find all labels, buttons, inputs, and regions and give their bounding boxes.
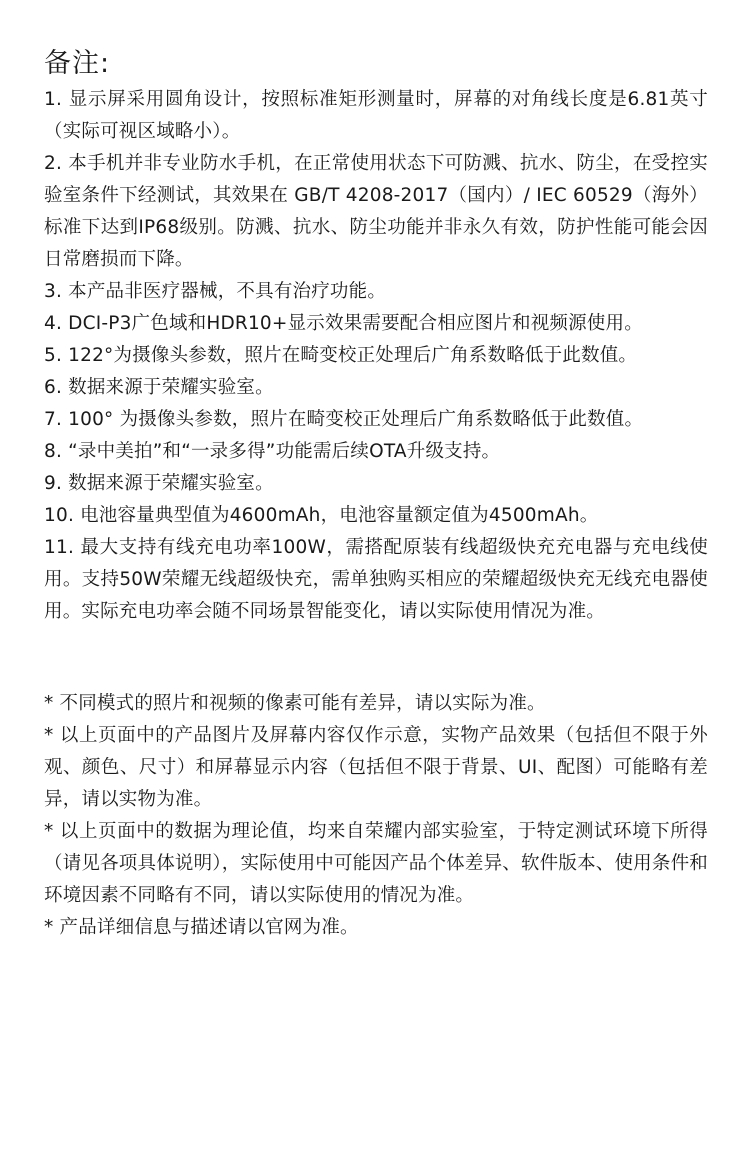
note-item: 9. 数据来源于荣耀实验室。	[44, 473, 274, 494]
page-title: 备注:	[44, 48, 111, 79]
note-item: 8. “录中美拍”和“一录多得”功能需后续OTA升级支持。	[44, 441, 501, 462]
note-item: 6. 数据来源于荣耀实验室。	[44, 377, 274, 398]
note-item: 7. 100° 为摄像头参数，照片在畸变校正处理后广角系数略低于此数值。	[44, 409, 644, 430]
disclaimer-item: * 以上页面中的产品图片及屏幕内容仅作示意，实物产品效果（包括但不限于外观、颜色、尺寸）和屏幕显示内容（包括但不限于背景、UI、配图）可能略有差异，请以实物为准。	[44, 725, 708, 810]
note-item: 3. 本产品非医疗器械，不具有治疗功能。	[44, 281, 387, 302]
note-item: 10. 电池容量典型值为4600mAh，电池容量额定值为4500mAh。	[44, 505, 599, 526]
note-item: 4. DCI-P3广色域和HDR10+显示效果需要配合相应图片和视频源使用。	[44, 313, 643, 334]
notes-page	[44, 44, 708, 944]
note-item: 11. 最大支持有线充电功率100W，需搭配原装有线超级快充充电器与充电线使用。支持50W荣耀无线超级快充，需单独购买相应的荣耀超级快充无线充电器使用。实际充电功率会随不同场景智能变化，请以实际使用情况为准。	[44, 537, 708, 622]
disclaimers-list	[44, 688, 708, 944]
notes-list	[44, 84, 708, 628]
note-item: 5. 122°为摄像头参数，照片在畸变校正处理后广角系数略低于此数值。	[44, 345, 638, 366]
note-item: 2. 本手机并非专业防水手机，在正常使用状态下可防溅、抗水、防尘，在受控实验室条件下经测试，其效果在 GB/T 4208-2017（国内）/ IEC 60529（海外）标准下达到IP68级别。防溅、抗水、防尘功能并非永久有效，防护性能可能会因日常磨损而下降。	[44, 153, 708, 270]
disclaimer-item: * 以上页面中的数据为理论值，均来自荣耀内部实验室，于特定测试环境下所得（请见各项具体说明），实际使用中可能因产品个体差异、软件版本、使用条件和环境因素不同略有不同，请以实际使用的情况为准。	[44, 821, 708, 906]
note-item: 1. 显示屏采用圆角设计，按照标准矩形测量时，屏幕的对角线长度是6.81英寸（实际可视区域略小）。	[44, 89, 708, 142]
disclaimer-item: * 不同模式的照片和视频的像素可能有差异，请以实际为准。	[44, 693, 546, 714]
disclaimer-item: * 产品详细信息与描述请以官网为准。	[44, 917, 359, 938]
